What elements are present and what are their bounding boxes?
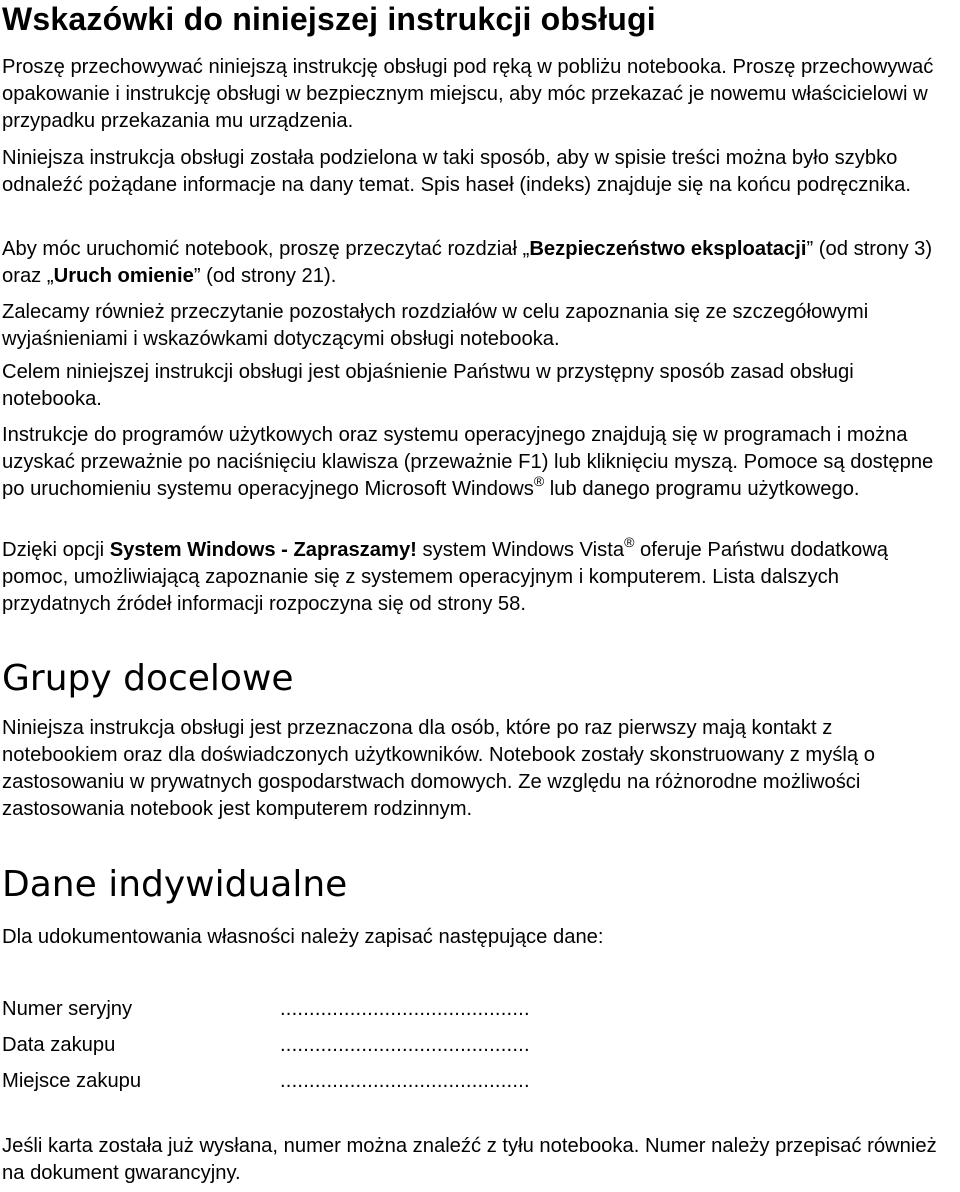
field-row-purchase-place	[2, 1063, 702, 1099]
field-value: ...........................................	[280, 997, 530, 1020]
field-value: ...........................................	[280, 1069, 530, 1092]
personal-data-fields	[2, 991, 702, 1099]
paragraph-structure: Niniejsza instrukcja obsługi została podzielona w taki sposób, aby w spisie treści można było szybko odnaleźć pożądane informacje na dany temat. Spis haseł (indeks) znajduje się na końcu podręcznika.	[2, 147, 911, 196]
field-label: Miejsce zakupu	[2, 1069, 142, 1092]
field-label: Numer seryjny	[2, 997, 133, 1020]
field-row-serial	[2, 991, 702, 1027]
section-title-instructions: Wskazówki do niniejszej instrukcji obsługi	[2, 1, 656, 37]
section-title-target-groups: Grupy docelowe	[2, 658, 294, 699]
field-row-purchase-date	[2, 1027, 702, 1063]
section-title-personal-data: Dane indywidualne	[2, 864, 348, 905]
paragraph-storage: Proszę przechowywać niniejszą instrukcję obsługi pod ręką w pobliżu notebooka. Proszę przechowywać opakowanie i instrukcję obsługi w bezpiecznym miejscu, aby móc przekazać je nowemu właścicielowi w przypadku przekazania mu urządzenia.	[2, 56, 934, 132]
paragraph-startup: Aby móc uruchomić notebook, proszę przeczytać rozdział „Bezpieczeństwo eksploatacji” (od strony 3) oraz „Uruch omienie” (od strony 21).	[2, 238, 933, 287]
field-value: ...........................................	[280, 1033, 530, 1056]
field-label: Data zakupu	[2, 1033, 116, 1056]
paragraph-recommendation: Zalecamy również przeczytanie pozostałych rozdziałów w celu zapoznania się ze szczegółowymi wyjaśnieniami i wskazówkami dotyczącymi obsługi notebooka.	[2, 301, 869, 350]
paragraph-purpose: Celem niniejszej instrukcji obsługi jest objaśnienie Państwu w przystępny sposób zasad obsługi notebooka.	[2, 361, 854, 410]
paragraph-help: Instrukcje do programów użytkowych oraz systemu operacyjnego znajdują się w programach i można uzyskać przeważnie po naciśnięciu klawisza (przeważnie F1) lub kliknięciu myszą. Pomoce są dostępne po uruchomieniu systemu operacyjnego Microsoft Windows® lub danego programu użytkowego.	[2, 424, 934, 500]
paragraph-target-groups: Niniejsza instrukcja obsługi jest przeznaczona dla osób, które po raz pierwszy mają kontakt z notebookiem oraz dla doświadczonych użytkowników. Notebook zostały skonstruowany z myślą o zastosowaniu w prywatnych gospodarstwach domowych. Ze względu na różnorodne możliwości zastosowania notebook jest komputerem rodzinnym.	[2, 717, 875, 820]
paragraph-serial-note: Jeśli karta została już wysłana, numer można znaleźć z tyłu notebooka. Numer należy przepisać również na dokument gwarancyjny.	[2, 1135, 937, 1184]
paragraph-personal-data: Dla udokumentowania własności należy zapisać następujące dane:	[2, 926, 604, 948]
paragraph-welcome: Dzięki opcji System Windows - Zapraszamy! system Windows Vista® oferuje Państwu dodatkową pomoc, umożliwiającą zapoznanie się z systemem operacyjnym i komputerem. Lista dalszych przydatnych źródeł informacji rozpoczyna się od strony 58.	[2, 534, 889, 615]
